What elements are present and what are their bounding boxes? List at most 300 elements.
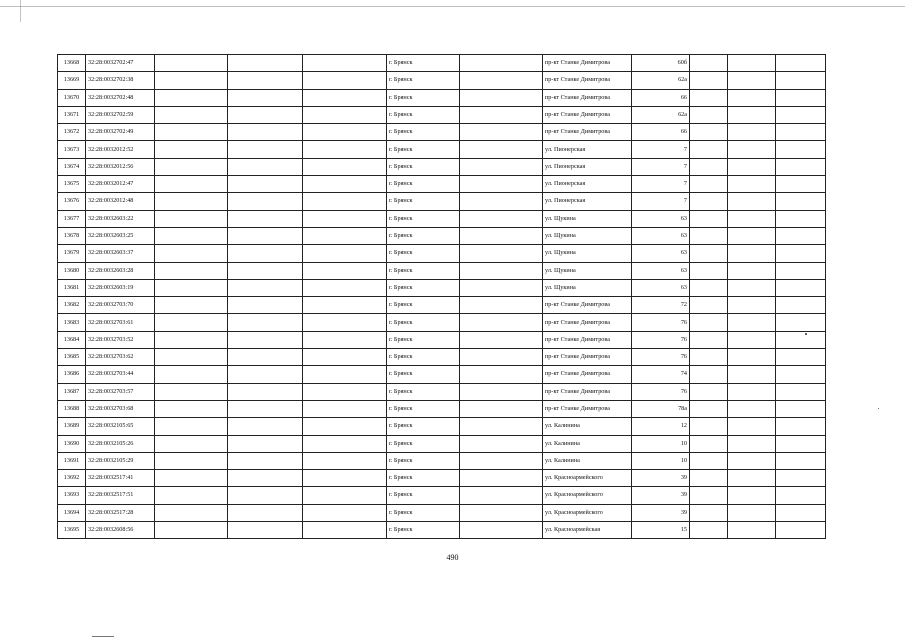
cell-empty: [460, 176, 543, 193]
cell-kad: 32:28:0032702:38: [86, 72, 155, 89]
cell-empty: [728, 435, 776, 452]
cell-empty: [690, 314, 728, 331]
cell-empty: [776, 279, 826, 296]
cell-empty: [728, 245, 776, 262]
cell-house: 78а: [632, 400, 690, 417]
cell-num: 13672: [58, 124, 86, 141]
cell-kad: 32:28:0032603:28: [86, 262, 155, 279]
cell-empty: [303, 366, 387, 383]
table-row: [58, 279, 826, 296]
cell-empty: [690, 504, 728, 521]
cell-num: 13695: [58, 522, 86, 539]
cell-empty: [228, 314, 303, 331]
cell-empty: [690, 331, 728, 348]
cell-empty: [728, 418, 776, 435]
cell-empty: [228, 487, 303, 504]
cell-num: 13689: [58, 418, 86, 435]
cell-kad: 32:28:0032703:70: [86, 297, 155, 314]
cell-city: г. Брянск: [387, 141, 460, 158]
cell-street: ул. Красноармейского: [543, 487, 632, 504]
cell-empty: [228, 193, 303, 210]
cell-empty: [690, 72, 728, 89]
cell-empty: [728, 452, 776, 469]
table-row: [58, 158, 826, 175]
cell-city: г. Брянск: [387, 89, 460, 106]
cell-empty: [303, 158, 387, 175]
cell-city: г. Брянск: [387, 314, 460, 331]
cell-empty: [155, 383, 228, 400]
table-row: [58, 452, 826, 469]
cell-kad: 32:28:0032703:57: [86, 383, 155, 400]
cell-num: 13677: [58, 210, 86, 227]
cell-empty: [460, 400, 543, 417]
cell-empty: [155, 349, 228, 366]
cell-street: пр-кт Станке Димитрова: [543, 383, 632, 400]
register-table-body: [58, 55, 826, 539]
cell-kad: 32:28:0032702:48: [86, 89, 155, 106]
cell-street: ул. Щукина: [543, 245, 632, 262]
table-row: [58, 210, 826, 227]
cell-empty: [460, 227, 543, 244]
cell-num: 13679: [58, 245, 86, 262]
cell-empty: [303, 504, 387, 521]
cell-empty: [303, 245, 387, 262]
cell-empty: [460, 106, 543, 123]
cell-house: 39: [632, 487, 690, 504]
cell-empty: [460, 72, 543, 89]
cell-empty: [460, 383, 543, 400]
cell-num: 13670: [58, 89, 86, 106]
cell-street: ул. Калинина: [543, 435, 632, 452]
cell-house: 76: [632, 349, 690, 366]
cell-empty: [303, 176, 387, 193]
cell-street: пр-кт Станке Димитрова: [543, 400, 632, 417]
cell-empty: [776, 158, 826, 175]
cell-street: пр-кт Станке Димитрова: [543, 366, 632, 383]
cell-city: г. Брянск: [387, 55, 460, 72]
cell-empty: [228, 245, 303, 262]
table-row: [58, 435, 826, 452]
table-row: [58, 470, 826, 487]
cell-empty: [155, 297, 228, 314]
scan-mark: [92, 636, 114, 637]
cell-empty: [303, 522, 387, 539]
cell-empty: [228, 89, 303, 106]
cell-empty: [303, 279, 387, 296]
cell-city: г. Брянск: [387, 522, 460, 539]
cell-city: г. Брянск: [387, 245, 460, 262]
table-row: [58, 314, 826, 331]
cell-empty: [728, 314, 776, 331]
cell-empty: [776, 314, 826, 331]
cell-empty: [303, 124, 387, 141]
cell-num: 13691: [58, 452, 86, 469]
cell-empty: [460, 124, 543, 141]
cell-empty: [776, 418, 826, 435]
cell-empty: [228, 418, 303, 435]
cell-street: ул. Пионерская: [543, 158, 632, 175]
table-row: [58, 89, 826, 106]
table-row: [58, 72, 826, 89]
cell-empty: [690, 418, 728, 435]
cell-empty: [228, 176, 303, 193]
cell-street: ул. Пионерская: [543, 176, 632, 193]
cell-empty: [728, 297, 776, 314]
cell-empty: [303, 435, 387, 452]
cell-empty: [690, 176, 728, 193]
cell-kad: 32:28:0032702:47: [86, 55, 155, 72]
cell-num: 13682: [58, 297, 86, 314]
cell-house: 74: [632, 366, 690, 383]
cell-num: 13681: [58, 279, 86, 296]
cell-empty: [155, 72, 228, 89]
cell-empty: [728, 106, 776, 123]
cell-empty: [690, 297, 728, 314]
cell-street: пр-кт Станке Димитрова: [543, 297, 632, 314]
scan-mark: [20, 0, 21, 22]
cell-street: пр-кт Станке Димитрова: [543, 331, 632, 348]
cell-house: 66: [632, 124, 690, 141]
cell-empty: [303, 297, 387, 314]
cell-city: г. Брянск: [387, 158, 460, 175]
cell-empty: [728, 89, 776, 106]
cell-city: г. Брянск: [387, 279, 460, 296]
register-table: [57, 54, 826, 539]
cell-kad: 32:28:0032703:62: [86, 349, 155, 366]
cell-empty: [155, 400, 228, 417]
cell-city: г. Брянск: [387, 383, 460, 400]
cell-empty: [228, 522, 303, 539]
cell-empty: [303, 262, 387, 279]
cell-empty: [155, 89, 228, 106]
cell-house: 63: [632, 210, 690, 227]
cell-empty: [460, 522, 543, 539]
cell-kad: 32:28:0032105:65: [86, 418, 155, 435]
cell-empty: [303, 400, 387, 417]
cell-house: 7: [632, 193, 690, 210]
cell-num: 13687: [58, 383, 86, 400]
cell-empty: [728, 176, 776, 193]
cell-house: 76: [632, 314, 690, 331]
cell-city: г. Брянск: [387, 297, 460, 314]
cell-empty: [776, 366, 826, 383]
cell-kad: 32:28:0032702:59: [86, 106, 155, 123]
cell-kad: 32:28:0032105:29: [86, 452, 155, 469]
cell-street: пр-кт Станке Димитрова: [543, 314, 632, 331]
cell-kad: 32:28:0032012:52: [86, 141, 155, 158]
cell-empty: [728, 366, 776, 383]
cell-street: ул. Пионерская: [543, 141, 632, 158]
cell-house: 15: [632, 522, 690, 539]
cell-street: ул. Красноармейская: [543, 522, 632, 539]
cell-street: пр-кт Станке Димитрова: [543, 106, 632, 123]
cell-city: г. Брянск: [387, 210, 460, 227]
cell-empty: [776, 124, 826, 141]
table-row: [58, 193, 826, 210]
cell-empty: [155, 227, 228, 244]
cell-kad: 32:28:0032608:56: [86, 522, 155, 539]
cell-city: г. Брянск: [387, 72, 460, 89]
cell-empty: [303, 141, 387, 158]
cell-empty: [303, 418, 387, 435]
cell-empty: [460, 452, 543, 469]
cell-empty: [228, 366, 303, 383]
cell-house: 76: [632, 331, 690, 348]
cell-empty: [690, 400, 728, 417]
cell-city: г. Брянск: [387, 349, 460, 366]
cell-street: пр-кт Станке Димитрова: [543, 55, 632, 72]
cell-num: 13683: [58, 314, 86, 331]
cell-city: г. Брянск: [387, 193, 460, 210]
cell-empty: [690, 106, 728, 123]
cell-num: 13674: [58, 158, 86, 175]
cell-kad: 32:28:0032517:28: [86, 504, 155, 521]
cell-empty: [460, 193, 543, 210]
scan-speck: [878, 408, 879, 409]
table-row: [58, 383, 826, 400]
cell-num: 13676: [58, 193, 86, 210]
cell-house: 76: [632, 383, 690, 400]
cell-empty: [303, 314, 387, 331]
cell-empty: [155, 279, 228, 296]
cell-empty: [690, 435, 728, 452]
cell-house: 7: [632, 158, 690, 175]
cell-empty: [728, 383, 776, 400]
cell-empty: [155, 522, 228, 539]
cell-empty: [228, 210, 303, 227]
cell-num: 13692: [58, 470, 86, 487]
cell-street: ул. Красноармейского: [543, 470, 632, 487]
cell-empty: [155, 470, 228, 487]
cell-num: 13690: [58, 435, 86, 452]
cell-empty: [460, 435, 543, 452]
cell-house: 62а: [632, 106, 690, 123]
cell-street: пр-кт Станке Димитрова: [543, 349, 632, 366]
cell-house: 72: [632, 297, 690, 314]
cell-empty: [728, 522, 776, 539]
cell-empty: [228, 470, 303, 487]
cell-empty: [303, 72, 387, 89]
cell-empty: [728, 193, 776, 210]
cell-empty: [155, 158, 228, 175]
cell-empty: [690, 227, 728, 244]
cell-num: 13669: [58, 72, 86, 89]
cell-num: 13686: [58, 366, 86, 383]
cell-kad: 32:28:0032603:19: [86, 279, 155, 296]
cell-empty: [690, 470, 728, 487]
table-row: [58, 504, 826, 521]
table-row: [58, 366, 826, 383]
cell-city: г. Брянск: [387, 400, 460, 417]
cell-house: 63: [632, 262, 690, 279]
cell-street: ул. Щукина: [543, 262, 632, 279]
cell-empty: [460, 297, 543, 314]
cell-empty: [228, 141, 303, 158]
cell-house: 63: [632, 279, 690, 296]
cell-empty: [776, 470, 826, 487]
cell-empty: [303, 487, 387, 504]
table-row: [58, 227, 826, 244]
cell-empty: [728, 124, 776, 141]
cell-num: 13668: [58, 55, 86, 72]
cell-street: пр-кт Станке Димитрова: [543, 124, 632, 141]
table-row: [58, 400, 826, 417]
cell-num: 13675: [58, 176, 86, 193]
cell-empty: [155, 55, 228, 72]
cell-empty: [728, 262, 776, 279]
cell-empty: [690, 158, 728, 175]
cell-city: г. Брянск: [387, 331, 460, 348]
cell-house: 7: [632, 141, 690, 158]
cell-street: ул. Пионерская: [543, 193, 632, 210]
table-row: [58, 141, 826, 158]
cell-kad: 32:28:0032517:41: [86, 470, 155, 487]
cell-empty: [460, 470, 543, 487]
cell-city: г. Брянск: [387, 470, 460, 487]
cell-empty: [228, 452, 303, 469]
cell-house: 10: [632, 435, 690, 452]
cell-empty: [228, 279, 303, 296]
cell-num: 13678: [58, 227, 86, 244]
page-number: 490: [446, 553, 459, 562]
cell-empty: [155, 314, 228, 331]
cell-empty: [728, 210, 776, 227]
cell-empty: [228, 331, 303, 348]
cell-empty: [303, 349, 387, 366]
cell-empty: [155, 435, 228, 452]
cell-empty: [460, 487, 543, 504]
cell-street: ул. Калинина: [543, 418, 632, 435]
cell-house: 7: [632, 176, 690, 193]
cell-city: г. Брянск: [387, 418, 460, 435]
cell-kad: 32:28:0032703:68: [86, 400, 155, 417]
table-row: [58, 487, 826, 504]
cell-empty: [776, 210, 826, 227]
scan-speck: [805, 333, 807, 335]
cell-house: 62а: [632, 72, 690, 89]
table-row: [58, 331, 826, 348]
cell-empty: [228, 158, 303, 175]
cell-empty: [228, 72, 303, 89]
cell-num: 13680: [58, 262, 86, 279]
cell-empty: [728, 141, 776, 158]
cell-empty: [690, 141, 728, 158]
cell-empty: [228, 435, 303, 452]
cell-num: 13671: [58, 106, 86, 123]
cell-city: г. Брянск: [387, 366, 460, 383]
table-row: [58, 55, 826, 72]
cell-empty: [776, 106, 826, 123]
cell-street: пр-кт Станке Димитрова: [543, 89, 632, 106]
cell-kad: 32:28:0032702:49: [86, 124, 155, 141]
cell-street: ул. Щукина: [543, 279, 632, 296]
cell-house: 63: [632, 227, 690, 244]
cell-empty: [155, 487, 228, 504]
cell-empty: [460, 366, 543, 383]
cell-empty: [303, 470, 387, 487]
cell-empty: [690, 193, 728, 210]
scan-border-top: [0, 6, 905, 7]
cell-empty: [155, 452, 228, 469]
cell-kad: 32:28:0032703:61: [86, 314, 155, 331]
cell-city: г. Брянск: [387, 124, 460, 141]
cell-empty: [228, 227, 303, 244]
cell-street: пр-кт Станке Димитрова: [543, 72, 632, 89]
cell-empty: [460, 279, 543, 296]
cell-empty: [155, 141, 228, 158]
cell-street: ул. Калинина: [543, 452, 632, 469]
cell-empty: [155, 193, 228, 210]
table-row: [58, 262, 826, 279]
cell-empty: [776, 176, 826, 193]
cell-city: г. Брянск: [387, 504, 460, 521]
cell-empty: [155, 331, 228, 348]
cell-empty: [460, 89, 543, 106]
cell-empty: [728, 331, 776, 348]
cell-empty: [728, 487, 776, 504]
cell-empty: [728, 55, 776, 72]
table-row: [58, 245, 826, 262]
cell-empty: [303, 331, 387, 348]
cell-empty: [728, 504, 776, 521]
cell-empty: [690, 349, 728, 366]
cell-empty: [155, 418, 228, 435]
cell-empty: [690, 366, 728, 383]
cell-street: ул. Щукина: [543, 227, 632, 244]
cell-empty: [690, 522, 728, 539]
cell-empty: [460, 504, 543, 521]
cell-empty: [460, 141, 543, 158]
cell-empty: [776, 245, 826, 262]
cell-empty: [728, 400, 776, 417]
cell-empty: [690, 245, 728, 262]
cell-kad: 32:28:0032703:52: [86, 331, 155, 348]
cell-empty: [690, 89, 728, 106]
cell-empty: [228, 383, 303, 400]
cell-empty: [303, 193, 387, 210]
table-row: [58, 297, 826, 314]
table-row: [58, 349, 826, 366]
cell-street: ул. Красноармейского: [543, 504, 632, 521]
cell-empty: [776, 55, 826, 72]
cell-empty: [776, 227, 826, 244]
cell-empty: [690, 452, 728, 469]
cell-empty: [690, 55, 728, 72]
cell-empty: [155, 262, 228, 279]
cell-empty: [155, 504, 228, 521]
cell-kad: 32:28:0032703:44: [86, 366, 155, 383]
cell-empty: [155, 176, 228, 193]
cell-empty: [303, 106, 387, 123]
cell-kad: 32:28:0032012:48: [86, 193, 155, 210]
cell-empty: [776, 452, 826, 469]
cell-kad: 32:28:0032603:22: [86, 210, 155, 227]
cell-house: 39: [632, 504, 690, 521]
cell-empty: [690, 487, 728, 504]
cell-empty: [728, 227, 776, 244]
cell-empty: [460, 55, 543, 72]
cell-empty: [460, 245, 543, 262]
cell-empty: [776, 522, 826, 539]
cell-house: 39: [632, 470, 690, 487]
cell-empty: [303, 227, 387, 244]
cell-empty: [776, 72, 826, 89]
cell-empty: [460, 158, 543, 175]
cell-empty: [776, 383, 826, 400]
cell-num: 13673: [58, 141, 86, 158]
cell-empty: [776, 297, 826, 314]
cell-empty: [155, 245, 228, 262]
